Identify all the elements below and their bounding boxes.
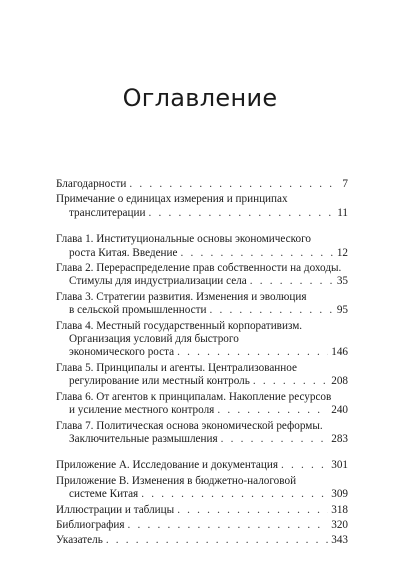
toc-entry-title: Иллюстрации и таблицы [56,503,175,516]
toc-entry-line [56,262,348,275]
toc-entry-line [56,193,348,206]
toc-page-number: 320 [331,518,348,531]
toc-entry-title: Приложение В. Изменения в бюджетно-налоговой [56,474,297,487]
dot-leader [129,178,339,191]
toc-entry-title: Указатель [56,534,103,547]
toc-entry[interactable] [56,519,348,532]
toc-entry-title: роста Китая. Введение [69,246,178,259]
dot-leader [181,247,334,260]
toc-page-number: 318 [331,503,348,516]
toc-entry[interactable] [56,504,348,517]
toc-page-number: 301 [331,459,348,472]
toc-entry-continuation-line [56,304,348,317]
toc-entry-title: Глава 1. Институциональные основы экономического [56,233,311,246]
toc-entry-continuation-line [56,433,348,446]
toc-entry-title: Библиография [56,518,125,531]
toc-entry[interactable] [56,291,348,318]
dot-leader [177,504,328,517]
toc-entry-line [56,391,348,404]
toc-entry[interactable] [56,362,348,389]
toc-entry[interactable] [56,475,348,502]
dot-leader [221,433,329,446]
toc-entry[interactable] [56,459,348,472]
dot-leader [128,519,329,532]
toc-entry[interactable] [56,193,348,220]
dot-leader [177,346,328,359]
toc-entry-line [56,291,348,304]
dot-leader [217,404,328,417]
page-title: Оглавление [122,84,278,112]
toc-page-number: 95 [336,304,348,317]
toc-page-number: 146 [331,346,348,359]
toc-entry-continuation-line [56,333,348,346]
toc-page-number: 11 [337,206,348,219]
dot-leader [253,375,328,388]
toc-entry-title: транслитерации [69,206,146,219]
toc-entry-title: Заключительные размышления [69,432,218,445]
toc-entry-line [56,178,348,191]
toc-page-number: 7 [342,178,348,190]
toc-entry[interactable] [56,534,348,547]
toc-entry-title: Глава 5. Принципалы и агенты. Централизованное [56,361,297,374]
toc-entry-title: Примечание о единицах измерения и принципах [56,193,288,206]
toc-page-number: 343 [331,534,348,547]
toc-section [56,178,348,220]
toc-section [56,459,348,547]
toc-entry-title: Глава 2. Перераспределение прав собственности на доходы. [56,262,342,275]
toc-entry-line [56,534,348,547]
toc-entry-continuation-line [56,488,348,501]
toc-entry[interactable] [56,262,348,289]
dot-leader [209,304,333,317]
toc-entry-title: Организация условий для быстрого [69,333,239,346]
toc-entry-title: системе Китая [69,488,139,501]
toc-entry-title: экономического роста [69,346,175,359]
dot-leader [281,459,328,472]
toc-entry-continuation-line [56,404,348,417]
toc-entry-line [56,362,348,375]
toc-entry-title: Приложение А. Исследование и документация [56,459,278,472]
toc-entry-line [56,233,348,246]
toc-page-number: 283 [331,432,348,445]
toc-entry-line [56,475,348,488]
table-of-contents [56,178,348,550]
toc-entry[interactable] [56,178,348,191]
toc-entry[interactable] [56,233,348,260]
toc-entry-line [56,320,348,333]
toc-entry-title: и усиление местного контроля [69,404,215,417]
toc-entry[interactable] [56,320,348,360]
toc-page-number: 35 [336,275,348,288]
toc-page-number: 12 [336,246,348,259]
toc-entry-continuation-line [56,275,348,288]
dot-leader [141,488,328,501]
toc-section [56,233,348,446]
toc-entry-line [56,519,348,532]
dot-leader [250,275,334,288]
toc-entry-title: Благодарности [56,178,127,190]
toc-entry[interactable] [56,420,348,447]
toc-entry-continuation-line [56,207,348,220]
toc-entry-continuation-line [56,346,348,359]
toc-page-number: 240 [331,404,348,417]
toc-entry-title: Глава 6. От агентов к принципалам. Накопление ресурсов [56,390,332,403]
toc-page-number: 208 [331,375,348,388]
toc-page-number: 309 [331,488,348,501]
toc-entry-continuation-line [56,247,348,260]
toc-entry-continuation-line [56,375,348,388]
toc-entry[interactable] [56,391,348,418]
toc-entry-line [56,459,348,472]
toc-entry-line [56,420,348,433]
toc-entry-title: Стимулы для индустриализации села [69,275,247,288]
toc-entry-title: Глава 4. Местный государственный корпоративизм. [56,319,303,332]
toc-entry-line [56,504,348,517]
toc-entry-title: Глава 3. Стратегии развития. Изменения и эволюция [56,290,307,303]
dot-leader [106,534,328,547]
toc-entry-title: Глава 7. Политическая основа экономической реформы. [56,419,323,432]
toc-entry-title: в сельской промышленности [69,304,207,317]
toc-entry-title: регулирование или местный контроль [69,375,250,388]
dot-leader [148,207,334,220]
